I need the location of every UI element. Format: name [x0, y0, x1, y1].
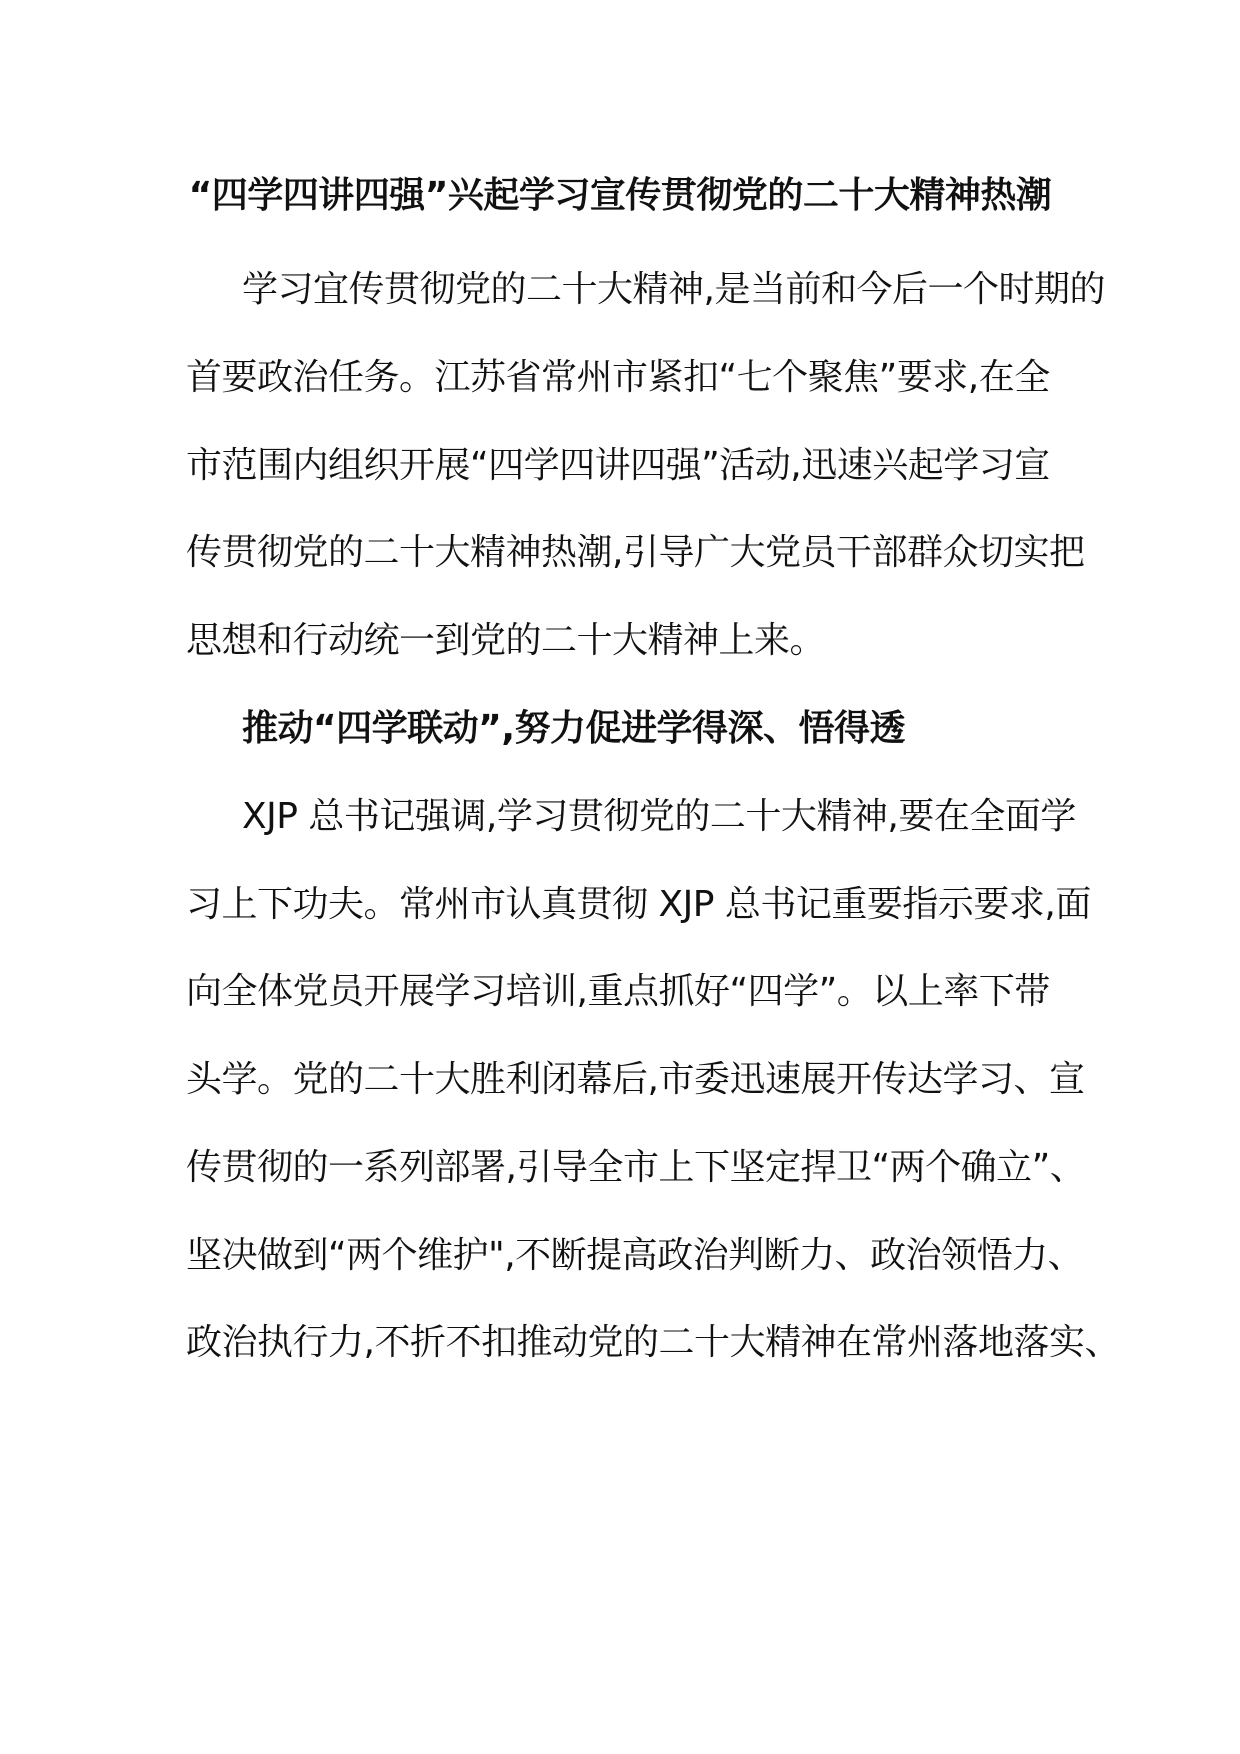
paragraph-line: 政治执行力,不折不扣推动党的二十大精神在常州落地落实、	[186, 1322, 1120, 1363]
document-title: “四学四讲四强”兴起学习宣传贯彻党的二十大精神热潮	[188, 175, 1052, 216]
paragraph-line: 思想和行动统一到党的二十大精神上来。	[186, 620, 826, 661]
paragraph-line: 向全体党员开展学习培训,重点抓好“四学”。以上率下带	[186, 971, 1050, 1012]
section-heading: 推动“四学联动”,努力促进学得深、悟得透	[242, 708, 905, 749]
paragraph-line: 市范围内组织开展“四学四讲四强”活动,迅速兴起学习宣	[186, 445, 1050, 486]
paragraph-line: 学习宜传贯彻党的二十大精神,是当前和今后一个时期的	[242, 269, 1105, 310]
paragraph-line: XJP 总书记强调,学习贯彻党的二十大精神,要在全面学	[242, 796, 1076, 837]
paragraph-line: 传贯彻党的二十大精神热潮,引导广大党员干部群众切实把	[186, 532, 1085, 573]
paragraph-line: 头学。党的二十大胜利闭幕后,市委迅速展开传达学习、宣	[186, 1059, 1085, 1100]
paragraph-line: 传贯彻的一系列部署,引导全市上下坚定捍卫“两个确立”、	[186, 1147, 1086, 1188]
paragraph-line: 首要政治任务。江苏省常州市紧扣“七个聚焦”要求,在全	[186, 357, 1050, 398]
paragraph-line: 坚决做到“两个维护",不断提高政治判断力、政治领悟力、	[186, 1235, 1084, 1276]
paragraph-line: 习上下功夫。常州市认真贯彻 XJP 总书记重要指示要求,面	[186, 884, 1091, 925]
